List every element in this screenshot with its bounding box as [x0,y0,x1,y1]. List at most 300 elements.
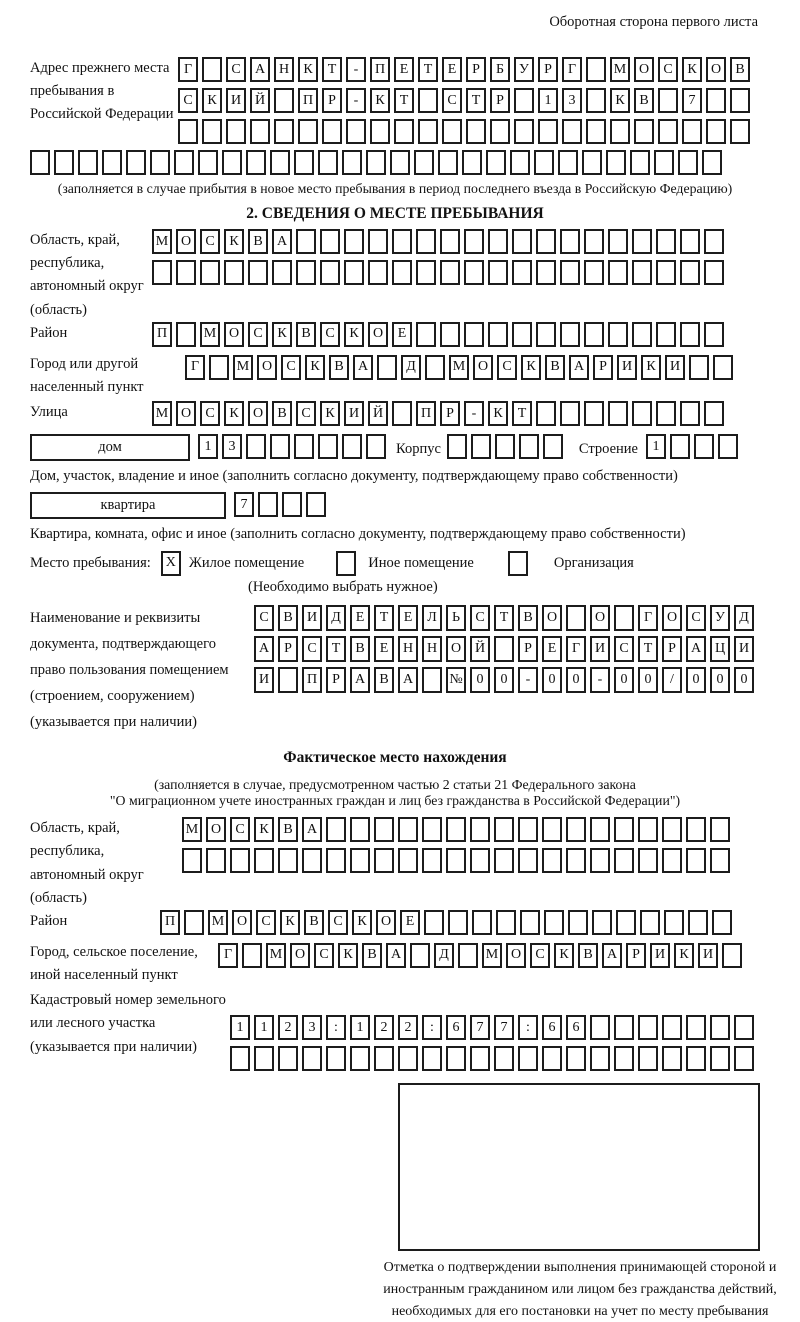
char-box[interactable]: П [160,910,180,935]
char-box[interactable]: 0 [638,667,658,693]
char-box[interactable] [664,910,684,935]
char-box[interactable] [446,817,466,842]
char-box[interactable] [494,848,514,873]
char-box[interactable] [680,401,700,426]
char-box[interactable] [694,434,714,459]
char-box[interactable]: У [514,57,534,82]
char-box[interactable] [632,229,652,254]
char-box[interactable]: С [530,943,550,968]
char-box[interactable] [518,817,538,842]
char-box[interactable] [566,1046,586,1071]
char-box[interactable]: 0 [566,667,586,693]
char-box[interactable]: 1 [230,1015,250,1040]
char-box[interactable]: 2 [374,1015,394,1040]
char-box[interactable]: В [374,667,394,693]
char-box[interactable] [704,229,724,254]
char-box[interactable] [248,260,268,285]
char-box[interactable] [350,1046,370,1071]
char-box[interactable]: Е [350,605,370,631]
char-box[interactable] [544,910,564,935]
char-box[interactable] [272,260,292,285]
char-box[interactable]: А [272,229,292,254]
char-box[interactable]: К [344,322,364,347]
char-box[interactable]: Н [422,636,442,662]
char-box[interactable] [512,229,532,254]
char-box[interactable]: О [542,605,562,631]
char-box[interactable]: Н [398,636,418,662]
char-box[interactable] [458,943,478,968]
char-box[interactable]: Р [326,667,346,693]
char-box[interactable]: В [634,88,654,113]
char-box[interactable]: Л [422,605,442,631]
char-box[interactable]: Д [734,605,754,631]
char-box[interactable]: О [706,57,726,82]
char-box[interactable] [722,943,742,968]
char-box[interactable]: 3 [562,88,582,113]
char-box[interactable]: П [302,667,322,693]
char-box[interactable]: Й [250,88,270,113]
char-box[interactable] [102,150,122,175]
char-box[interactable]: А [250,57,270,82]
char-box[interactable] [592,910,612,935]
char-box[interactable]: К [674,943,694,968]
char-box[interactable] [320,260,340,285]
char-box[interactable] [566,848,586,873]
char-box[interactable] [614,848,634,873]
char-box[interactable]: Г [185,355,205,380]
char-box[interactable]: Р [278,636,298,662]
char-box[interactable] [202,119,222,144]
char-box[interactable]: С [178,88,198,113]
char-box[interactable] [270,150,290,175]
char-box[interactable]: : [518,1015,538,1040]
char-box[interactable]: И [226,88,246,113]
char-box[interactable]: Е [392,322,412,347]
char-box[interactable] [560,260,580,285]
char-box[interactable]: С [320,322,340,347]
char-box[interactable] [610,119,630,144]
char-box[interactable] [688,910,708,935]
char-box[interactable] [704,322,724,347]
char-box[interactable] [658,119,678,144]
char-box[interactable]: Т [466,88,486,113]
char-box[interactable] [336,551,356,576]
char-box[interactable] [536,322,556,347]
char-box[interactable] [562,119,582,144]
char-box[interactable]: Р [626,943,646,968]
char-box[interactable] [278,1046,298,1071]
char-box[interactable]: 3 [302,1015,322,1040]
char-box[interactable] [344,229,364,254]
char-box[interactable]: К [320,401,340,426]
char-box[interactable]: О [248,401,268,426]
char-box[interactable]: О [290,943,310,968]
char-box[interactable] [326,1046,346,1071]
char-box[interactable] [422,817,442,842]
char-box[interactable] [586,57,606,82]
char-box[interactable] [294,434,314,459]
char-box[interactable] [416,322,436,347]
char-box[interactable] [656,260,676,285]
char-box[interactable]: К [224,229,244,254]
char-box[interactable] [656,401,676,426]
char-box[interactable]: Г [638,605,658,631]
char-box[interactable] [342,434,362,459]
char-box[interactable]: И [254,667,274,693]
char-box[interactable] [78,150,98,175]
char-box[interactable] [464,322,484,347]
char-box[interactable] [488,260,508,285]
char-box[interactable]: К [521,355,541,380]
char-box[interactable] [392,229,412,254]
char-box[interactable]: Р [440,401,460,426]
char-box[interactable]: А [302,817,322,842]
char-box[interactable] [472,910,492,935]
char-box[interactable] [616,910,636,935]
char-box[interactable]: С [256,910,276,935]
char-box[interactable] [734,1015,754,1040]
char-box[interactable] [488,229,508,254]
char-box[interactable]: Т [322,57,342,82]
char-box[interactable] [566,605,586,631]
char-box[interactable] [496,910,516,935]
char-box[interactable]: 1 [538,88,558,113]
char-box[interactable]: Г [218,943,238,968]
char-box[interactable] [558,150,578,175]
char-box[interactable] [490,119,510,144]
char-box[interactable] [704,401,724,426]
char-box[interactable] [230,1046,250,1071]
char-box[interactable] [686,817,706,842]
char-box[interactable]: Р [466,57,486,82]
char-box[interactable] [586,119,606,144]
char-box[interactable]: К [202,88,222,113]
char-box[interactable] [374,1046,394,1071]
char-box[interactable]: О [257,355,277,380]
char-box[interactable] [734,1046,754,1071]
char-box[interactable]: С [248,322,268,347]
char-box[interactable]: М [208,910,228,935]
char-box[interactable]: Р [593,355,613,380]
char-box[interactable] [608,229,628,254]
char-box[interactable] [706,88,726,113]
char-box[interactable] [590,1046,610,1071]
char-box[interactable]: К [610,88,630,113]
char-box[interactable] [254,848,274,873]
char-box[interactable]: Е [374,636,394,662]
char-box[interactable]: 3 [222,434,242,459]
char-box[interactable] [680,322,700,347]
char-box[interactable] [689,355,709,380]
char-box[interactable]: О [368,322,388,347]
char-box[interactable] [686,1046,706,1071]
char-box[interactable] [510,150,530,175]
char-box[interactable] [466,119,486,144]
char-box[interactable] [425,355,445,380]
char-box[interactable]: М [182,817,202,842]
char-box[interactable]: О [506,943,526,968]
char-box[interactable]: О [232,910,252,935]
char-box[interactable]: И [302,605,322,631]
char-box[interactable] [446,848,466,873]
char-box[interactable] [586,88,606,113]
char-box[interactable] [560,229,580,254]
char-box[interactable] [274,88,294,113]
char-box[interactable] [318,150,338,175]
char-box[interactable] [614,1046,634,1071]
char-box[interactable] [568,910,588,935]
char-box[interactable] [710,848,730,873]
char-box[interactable] [471,434,491,459]
char-box[interactable] [536,401,556,426]
char-box[interactable]: - [346,88,366,113]
char-box[interactable] [718,434,738,459]
char-box[interactable]: В [329,355,349,380]
char-box[interactable] [274,119,294,144]
char-box[interactable] [242,943,262,968]
char-box[interactable]: 7 [234,492,254,517]
char-box[interactable] [377,355,397,380]
char-box[interactable]: М [200,322,220,347]
char-box[interactable] [222,150,242,175]
char-box[interactable]: Т [394,88,414,113]
char-box[interactable] [416,260,436,285]
char-box[interactable]: Ц [710,636,730,662]
char-box[interactable] [706,119,726,144]
char-box[interactable] [713,355,733,380]
char-box[interactable]: И [665,355,685,380]
char-box[interactable] [542,848,562,873]
char-box[interactable] [470,848,490,873]
char-box[interactable] [422,667,442,693]
char-box[interactable] [398,848,418,873]
char-box[interactable]: 2 [398,1015,418,1040]
char-box[interactable] [54,150,74,175]
stay-option-residential-checkbox[interactable] [161,551,181,576]
char-box[interactable] [368,229,388,254]
char-box[interactable]: К [554,943,574,968]
char-box[interactable]: К [280,910,300,935]
char-box[interactable] [464,260,484,285]
char-box[interactable] [536,229,556,254]
char-box[interactable] [662,1046,682,1071]
char-box[interactable] [394,119,414,144]
char-box[interactable]: 6 [446,1015,466,1040]
char-box[interactable]: 7 [494,1015,514,1040]
char-box[interactable] [543,434,563,459]
char-box[interactable] [254,1046,274,1071]
char-box[interactable] [514,88,534,113]
char-box[interactable] [410,943,430,968]
char-box[interactable]: Т [512,401,532,426]
char-box[interactable]: С [200,229,220,254]
char-box[interactable] [294,150,314,175]
char-box[interactable]: В [350,636,370,662]
char-box[interactable]: 1 [254,1015,274,1040]
char-box[interactable]: И [617,355,637,380]
char-box[interactable] [282,492,302,517]
char-box[interactable] [464,229,484,254]
char-box[interactable] [318,434,338,459]
char-box[interactable]: М [152,229,172,254]
char-box[interactable] [176,322,196,347]
char-box[interactable]: Т [374,605,394,631]
char-box[interactable] [560,401,580,426]
char-box[interactable]: А [602,943,622,968]
char-box[interactable]: А [386,943,406,968]
char-box[interactable]: 7 [682,88,702,113]
char-box[interactable] [670,434,690,459]
char-box[interactable] [322,119,342,144]
char-box[interactable] [416,229,436,254]
char-box[interactable]: В [730,57,750,82]
char-box[interactable] [534,150,554,175]
char-box[interactable] [634,119,654,144]
char-box[interactable]: М [482,943,502,968]
char-box[interactable]: М [152,401,172,426]
char-box[interactable] [200,260,220,285]
char-box[interactable]: А [398,667,418,693]
char-box[interactable]: С [281,355,301,380]
char-box[interactable]: : [422,1015,442,1040]
char-box[interactable] [590,1015,610,1040]
char-box[interactable]: Р [662,636,682,662]
char-box[interactable] [614,605,634,631]
char-box[interactable] [246,434,266,459]
char-box[interactable]: 0 [494,667,514,693]
char-box[interactable] [638,1046,658,1071]
char-box[interactable] [278,667,298,693]
char-box[interactable]: О [662,605,682,631]
char-box[interactable]: 1 [350,1015,370,1040]
char-box[interactable] [438,150,458,175]
char-box[interactable]: С [200,401,220,426]
char-box[interactable] [440,322,460,347]
char-box[interactable]: С [470,605,490,631]
char-box[interactable] [470,817,490,842]
char-box[interactable]: К [641,355,661,380]
char-box[interactable]: К [338,943,358,968]
char-box[interactable]: М [610,57,630,82]
char-box[interactable]: И [344,401,364,426]
char-box[interactable] [590,848,610,873]
char-box[interactable]: К [488,401,508,426]
char-box[interactable]: С [497,355,517,380]
char-box[interactable]: Т [326,636,346,662]
char-box[interactable]: Р [538,57,558,82]
char-box[interactable]: Т [418,57,438,82]
char-box[interactable]: О [590,605,610,631]
char-box[interactable] [518,848,538,873]
char-box[interactable] [374,848,394,873]
char-box[interactable] [520,910,540,935]
stay-option-organization-checkbox[interactable] [508,551,528,576]
char-box[interactable]: К [682,57,702,82]
char-box[interactable]: О [473,355,493,380]
char-box[interactable]: В [296,322,316,347]
char-box[interactable] [582,150,602,175]
char-box[interactable]: К [352,910,372,935]
char-box[interactable] [584,401,604,426]
char-box[interactable] [258,492,278,517]
char-box[interactable] [250,119,270,144]
char-box[interactable]: Г [566,636,586,662]
char-box[interactable]: 0 [614,667,634,693]
char-box[interactable]: Е [400,910,420,935]
char-box[interactable]: С [314,943,334,968]
char-box[interactable] [486,150,506,175]
char-box[interactable]: В [272,401,292,426]
char-box[interactable] [488,322,508,347]
char-box[interactable] [392,260,412,285]
char-box[interactable]: К [298,57,318,82]
char-box[interactable]: К [305,355,325,380]
char-box[interactable] [584,229,604,254]
char-box[interactable] [198,150,218,175]
char-box[interactable] [710,1015,730,1040]
char-box[interactable]: И [590,636,610,662]
char-box[interactable] [350,817,370,842]
char-box[interactable]: С [658,57,678,82]
char-box[interactable] [246,150,266,175]
char-box[interactable] [398,1046,418,1071]
char-box[interactable]: О [376,910,396,935]
char-box[interactable] [422,848,442,873]
char-box[interactable]: Н [274,57,294,82]
char-box[interactable] [662,1015,682,1040]
char-box[interactable]: С [442,88,462,113]
char-box[interactable]: Т [494,605,514,631]
char-box[interactable]: У [710,605,730,631]
char-box[interactable]: С [254,605,274,631]
char-box[interactable] [462,150,482,175]
char-box[interactable] [494,817,514,842]
char-box[interactable]: - [464,401,484,426]
char-box[interactable]: - [518,667,538,693]
char-box[interactable] [366,150,386,175]
char-box[interactable] [209,355,229,380]
char-box[interactable]: № [446,667,466,693]
char-box[interactable] [608,401,628,426]
char-box[interactable]: А [350,667,370,693]
char-box[interactable] [296,260,316,285]
char-box[interactable]: : [326,1015,346,1040]
char-box[interactable] [662,848,682,873]
char-box[interactable]: Е [394,57,414,82]
char-box[interactable]: В [545,355,565,380]
char-box[interactable]: О [634,57,654,82]
char-box[interactable] [448,910,468,935]
char-box[interactable] [298,119,318,144]
char-box[interactable] [614,817,634,842]
char-box[interactable] [374,817,394,842]
char-box[interactable]: В [578,943,598,968]
char-box[interactable] [512,260,532,285]
char-box[interactable]: В [248,229,268,254]
char-box[interactable] [398,817,418,842]
char-box[interactable] [656,229,676,254]
char-box[interactable]: Г [562,57,582,82]
char-box[interactable] [470,1046,490,1071]
char-box[interactable] [366,434,386,459]
char-box[interactable]: И [650,943,670,968]
char-box[interactable]: Е [398,605,418,631]
char-box[interactable]: 6 [542,1015,562,1040]
char-box[interactable] [226,119,246,144]
char-box[interactable] [560,322,580,347]
char-box[interactable] [536,260,556,285]
char-box[interactable] [566,817,586,842]
